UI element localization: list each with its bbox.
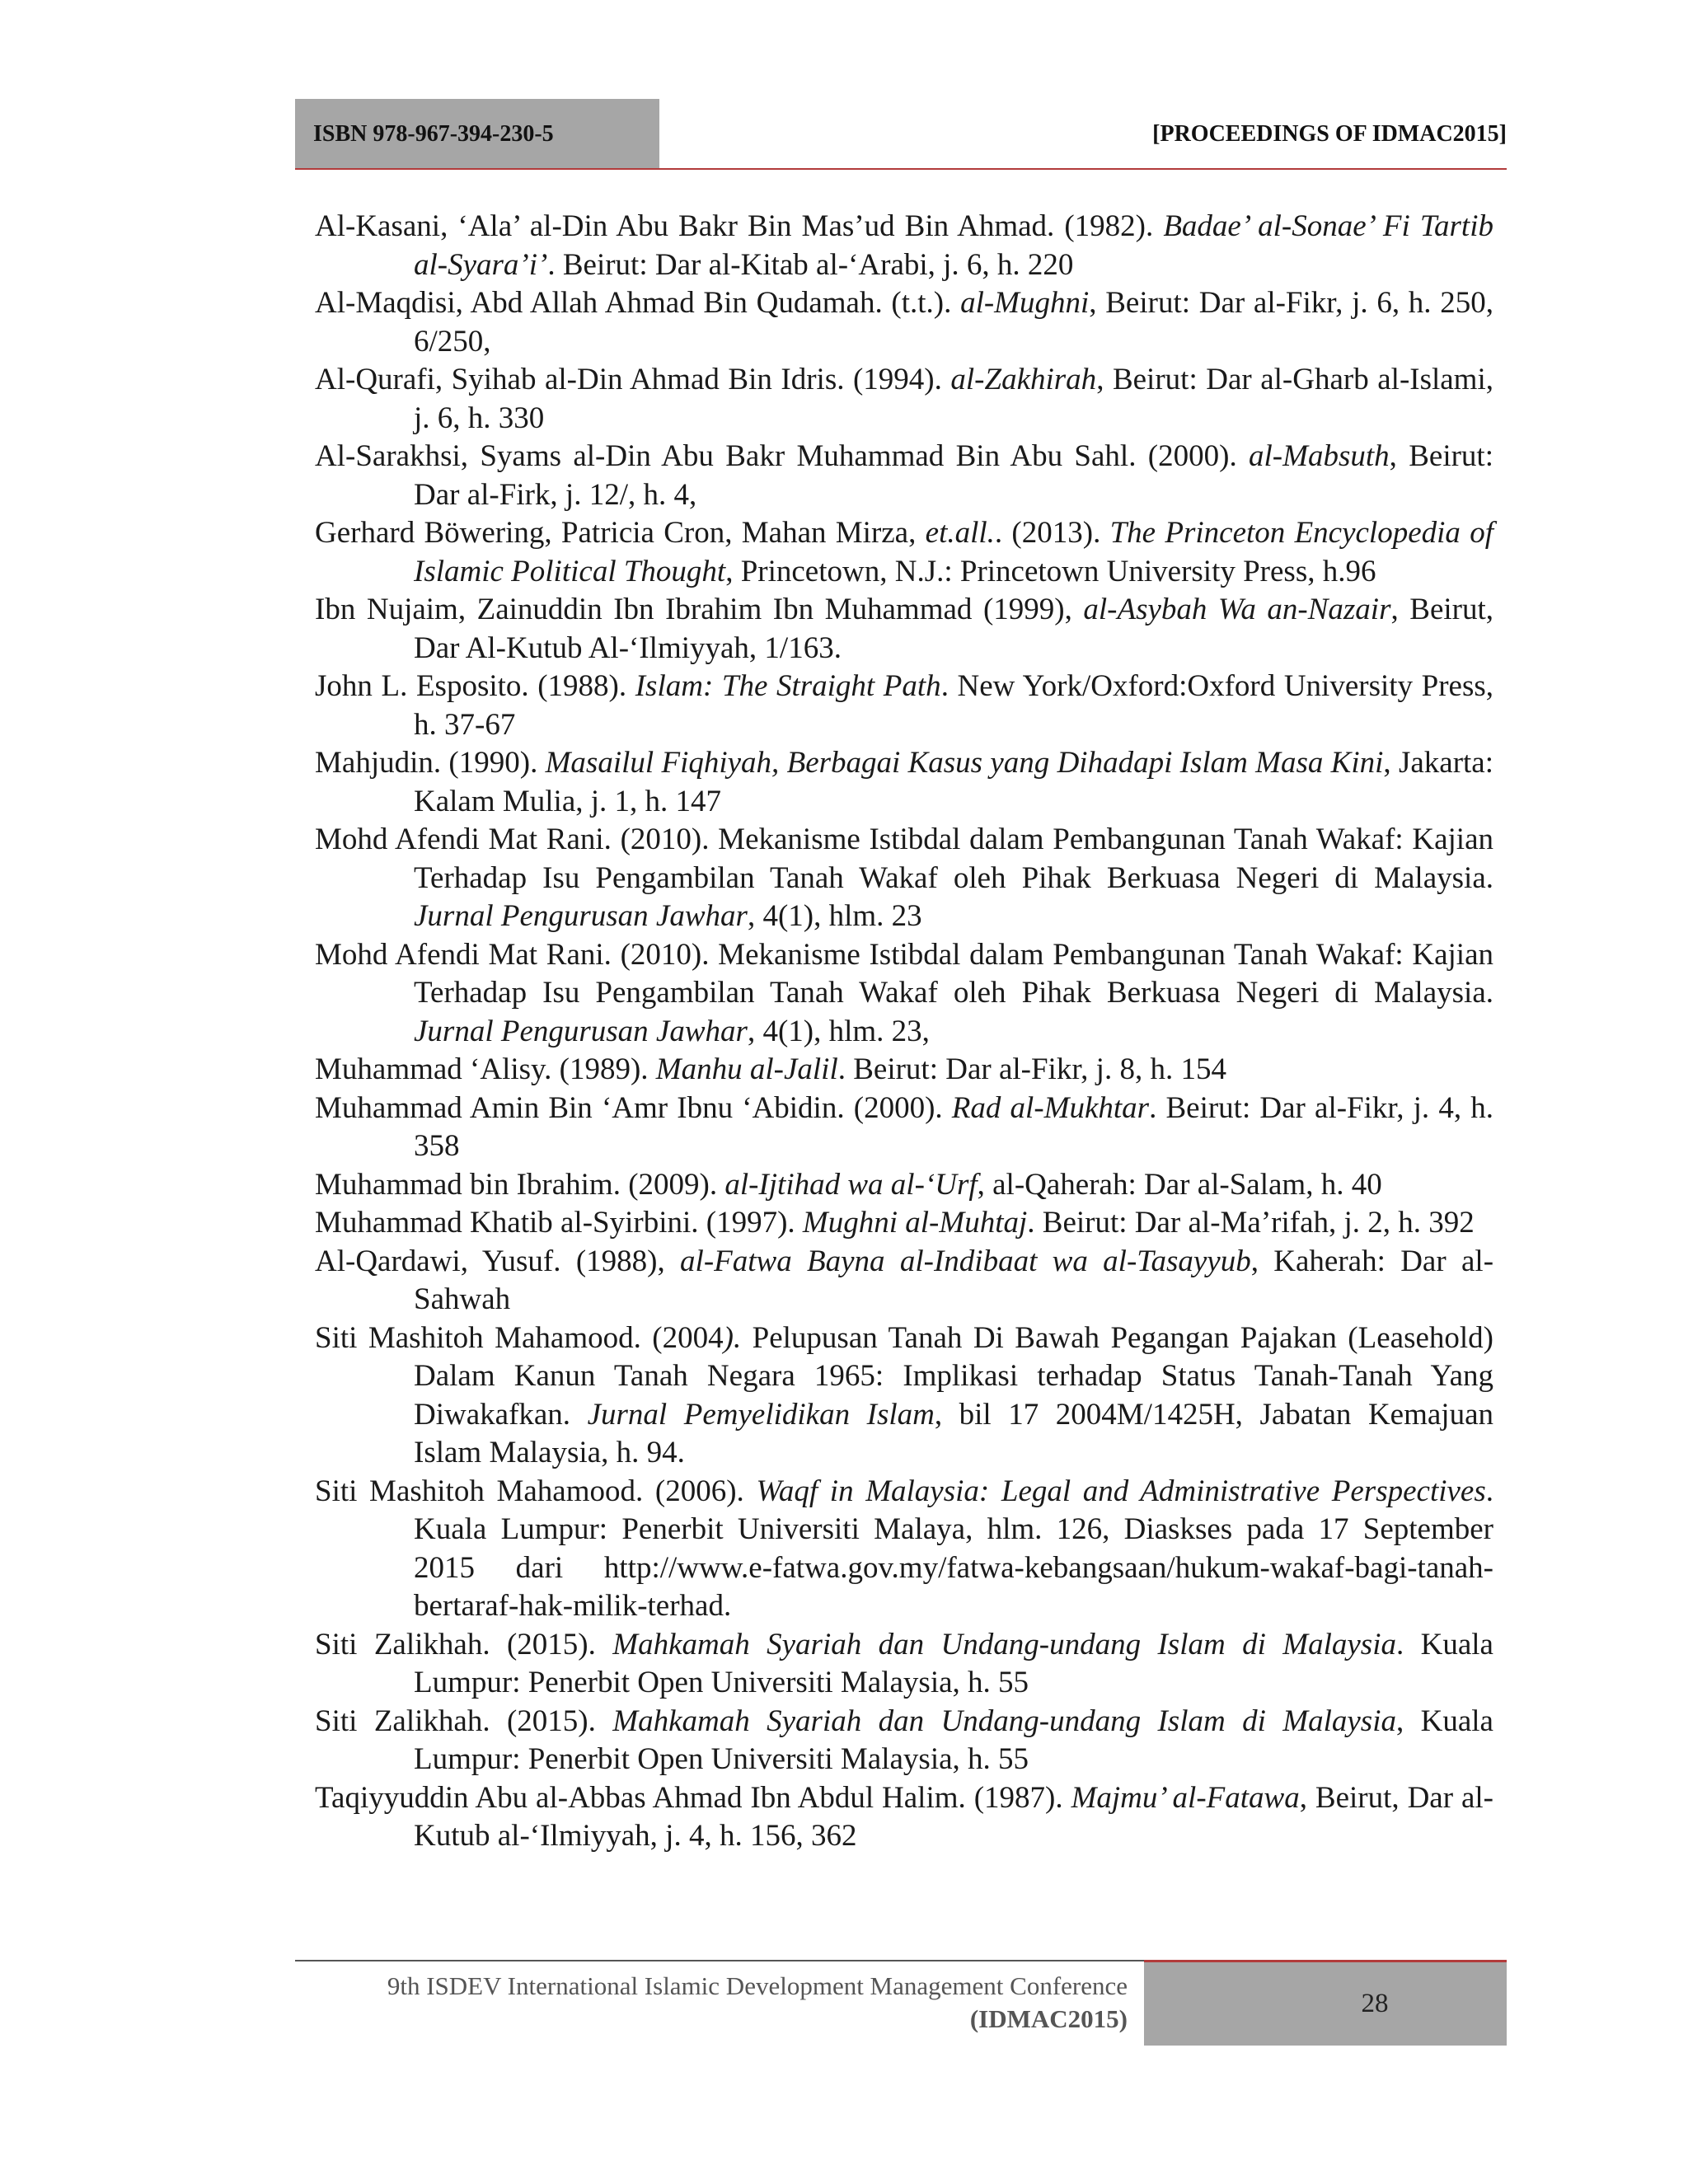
reference-text: Mohd Afendi Mat Rani. (2010). Mekanisme Istibdal dalam Pembangunan Tanah Wakaf: Kajian Terhadap Isu Pengambilan Tanah Wakaf oleh Pihak Berkuasa Negeri di Malaysia.	[315, 823, 1493, 895]
reference-title: Mughni al-Muhtaj	[802, 1206, 1028, 1240]
reference-text: . New York/Oxford:Oxford University Press, h. 37-67	[414, 669, 1493, 742]
reference-text: Muhammad bin Ibrahim. (2009).	[315, 1167, 725, 1202]
footer-page-box	[1144, 1960, 1507, 2046]
reference-text: . Beirut: Dar al-Kitab al-‘Arabi, j. 6, h. 220	[547, 247, 1074, 282]
reference-entry	[315, 1473, 1493, 1626]
reference-title: The Princeton Encyclopedia of Islamic Political Thought	[414, 516, 1493, 588]
reference-text: , Jakarta: Kalam Mulia, j. 1, h. 147	[414, 746, 1493, 818]
reference-text: , Kuala Lumpur: Penerbit Open Universiti Malaysia, h. 55	[414, 1704, 1493, 1776]
reference-entry	[315, 208, 1493, 284]
reference-text: Al-Qurafi, Syihab al-Din Ahmad Bin Idris. (1994).	[315, 363, 951, 396]
reference-text: Al-Sarakhsi, Syams al-Din Abu Bakr Muhammad Bin Abu Sahl. (2000).	[315, 439, 1250, 473]
reference-text: . Beirut: Dar al-Ma’rifah, j. 2, h. 392	[1027, 1206, 1475, 1240]
header-isbn: ISBN 978-967-394-230-5	[313, 121, 554, 147]
reference-title: al-Asybah Wa an-Nazair	[1083, 593, 1391, 626]
reference-text: Muhammad Amin Bin ‘Amr Ibnu ‘Abidin. (2000).	[315, 1090, 952, 1125]
reference-title: Mahkamah Syariah dan Undang-undang Islam di Malaysia	[612, 1627, 1396, 1661]
reference-text: . Beirut: Dar al-Fikr, j. 8, h. 154	[837, 1052, 1226, 1086]
reference-title: Jurnal Pengurusan Jawhar	[414, 1014, 748, 1048]
reference-text: Al-Kasani, ‘Ala’ al-Din Abu Bakr Bin Mas’ud Bin Ahmad. (1982).	[315, 209, 1164, 243]
reference-text: , Beirut: Dar al-Firk, j. 12/, h. 4,	[414, 439, 1493, 512]
reference-title: Masailul Fiqhiyah, Berbagai Kasus yang Dihadapi Islam Masa Kini	[545, 746, 1384, 780]
reference-text: John L. Esposito. (1988).	[315, 669, 635, 703]
reference-text: Siti Mashitoh Mahamood. (2004	[315, 1320, 724, 1355]
reference-entry	[315, 1166, 1493, 1205]
reference-title: Majmu’ al-Fatawa	[1071, 1780, 1300, 1815]
reference-entry	[315, 936, 1493, 1052]
reference-text: . (2013).	[994, 516, 1110, 550]
reference-title: ).	[723, 1320, 742, 1355]
reference-entry	[315, 1051, 1493, 1090]
reference-title: Manhu al-Jalil	[655, 1052, 838, 1086]
reference-text: Gerhard Böwering, Patricia Cron, Mahan Mirza,	[315, 516, 926, 550]
page-number: 28	[1361, 1989, 1389, 2018]
reference-text: , Beirut, Dar al-Kutub al-‘Ilmiyyah, j. 4, h. 156, 362	[414, 1780, 1494, 1853]
reference-title: Badae’ al-Sonae’ Fi Tartib al-Syara’i’	[414, 209, 1493, 282]
reference-entry	[315, 284, 1493, 361]
reference-text: Ibn Nujaim, Zainuddin Ibn Ibrahim Ibn Muhammad (1999),	[315, 593, 1084, 626]
reference-title: al-Mughni	[960, 286, 1090, 320]
reference-text: Mohd Afendi Mat Rani. (2010). Mekanisme Istibdal dalam Pembangunan Tanah Wakaf: Kajian Terhadap Isu Pengambilan Tanah Wakaf oleh Pihak Berkuasa Negeri di Malaysia.	[315, 937, 1493, 1010]
reference-title: al-Fatwa Bayna al-Indibaat wa al-Tasayyub	[680, 1244, 1251, 1278]
reference-entry	[315, 361, 1493, 438]
reference-title: al-Ijtihad wa al-‘Urf	[724, 1167, 978, 1202]
reference-title: Jurnal Pemyelidikan Islam	[587, 1397, 935, 1432]
reference-text: Mahjudin. (1990).	[315, 746, 546, 780]
reference-entry	[315, 1243, 1493, 1319]
header-proceedings: [PROCEEDINGS OF IDMAC2015]	[1152, 121, 1507, 147]
reference-title: Mahkamah Syariah dan Undang-undang Islam di Malaysia	[612, 1704, 1396, 1738]
reference-entry	[315, 1626, 1493, 1703]
reference-text: , 4(1), hlm. 23,	[747, 1014, 930, 1048]
reference-text: Siti Zalikhah. (2015).	[315, 1627, 613, 1661]
reference-title: Jurnal Pengurusan Jawhar	[414, 899, 748, 933]
reference-text: . Beirut: Dar al-Fikr, j. 4, h. 358	[414, 1090, 1493, 1163]
reference-entry	[315, 514, 1493, 591]
reference-text: , bil 17 2004M/1425H, Jabatan Kemajuan Islam Malaysia, h. 94.	[414, 1397, 1494, 1469]
reference-text: Taqiyyuddin Abu al-Abbas Ahmad Ibn Abdul Halim. (1987).	[315, 1780, 1071, 1815]
reference-entry	[315, 591, 1493, 668]
reference-text: , Beirut, Dar Al-Kutub Al-‘Ilmiyyah, 1/163.	[414, 593, 1494, 665]
reference-entry	[315, 821, 1493, 936]
reference-text: Muhammad Khatib al-Syirbini. (1997).	[315, 1206, 803, 1240]
reference-title: Waqf in Malaysia: Legal and Administrative Perspectives	[756, 1474, 1486, 1508]
header-divider	[295, 168, 1507, 170]
reference-title: al-Mabsuth	[1249, 439, 1390, 473]
reference-entry	[315, 1703, 1493, 1779]
header-isbn-box	[295, 99, 659, 170]
reference-text: . Kuala Lumpur: Penerbit Open Universiti Malaysia, h. 55	[414, 1627, 1493, 1699]
reference-text: , Beirut: Dar al-Gharb al-Islami, j. 6, h. 330	[414, 363, 1493, 435]
reference-text: , 4(1), hlm. 23	[747, 899, 922, 933]
reference-text: Siti Zalikhah. (2015).	[315, 1704, 613, 1738]
reference-title: et.all.	[925, 516, 995, 550]
reference-text: , al-Qaherah: Dar al-Salam, h. 40	[977, 1167, 1382, 1202]
reference-text: , Kaherah: Dar al-Sahwah	[414, 1244, 1494, 1316]
reference-text: Al-Qardawi, Yusuf. (1988),	[315, 1244, 681, 1278]
reference-entry	[315, 438, 1493, 514]
reference-text: Siti Mashitoh Mahamood. (2006).	[315, 1474, 757, 1508]
reference-title: al-Zakhirah	[950, 363, 1097, 396]
reference-entry	[315, 1090, 1493, 1166]
footer-conference-name: 9th ISDEV International Islamic Development Management Conference	[387, 1971, 1128, 2000]
reference-text: , Princetown, N.J.: Princetown University Press, h.96	[725, 554, 1376, 588]
reference-entry	[315, 668, 1493, 744]
reference-text: Al-Maqdisi, Abd Allah Ahmad Bin Qudamah. (t.t.).	[315, 286, 961, 320]
reference-entry	[315, 1204, 1493, 1243]
reference-title: Rad al-Mukhtar	[951, 1090, 1150, 1125]
reference-text: Muhammad ‘Alisy. (1989).	[315, 1052, 656, 1086]
reference-title: Islam: The Straight Path	[635, 669, 941, 703]
footer-conference-block	[295, 1970, 1128, 2036]
reference-text: Pelupusan Tanah Di Bawah Pegangan Pajakan (Leasehold) Dalam Kanun Tanah Negara 1965: Implikasi terhadap Status Tanah-Tanah Yang Diwakafkan.	[414, 1320, 1493, 1432]
reference-text: . Kuala Lumpur: Penerbit Universiti Malaya, hlm. 126, Diaskses pada 17 September 2015 dari http://www.e-fatwa.gov.my/fatwa-kebangsaan/hukum-wakaf-bagi-tanah-bertaraf-hak-milik-terhad.	[414, 1474, 1493, 1623]
footer-conference-code: (IDMAC2015)	[969, 2004, 1128, 2033]
reference-list	[315, 208, 1493, 1856]
reference-text: , Beirut: Dar al-Fikr, j. 6, h. 250, 6/250,	[414, 286, 1493, 359]
reference-entry	[315, 744, 1493, 821]
reference-entry	[315, 1779, 1493, 1856]
reference-entry	[315, 1319, 1493, 1473]
